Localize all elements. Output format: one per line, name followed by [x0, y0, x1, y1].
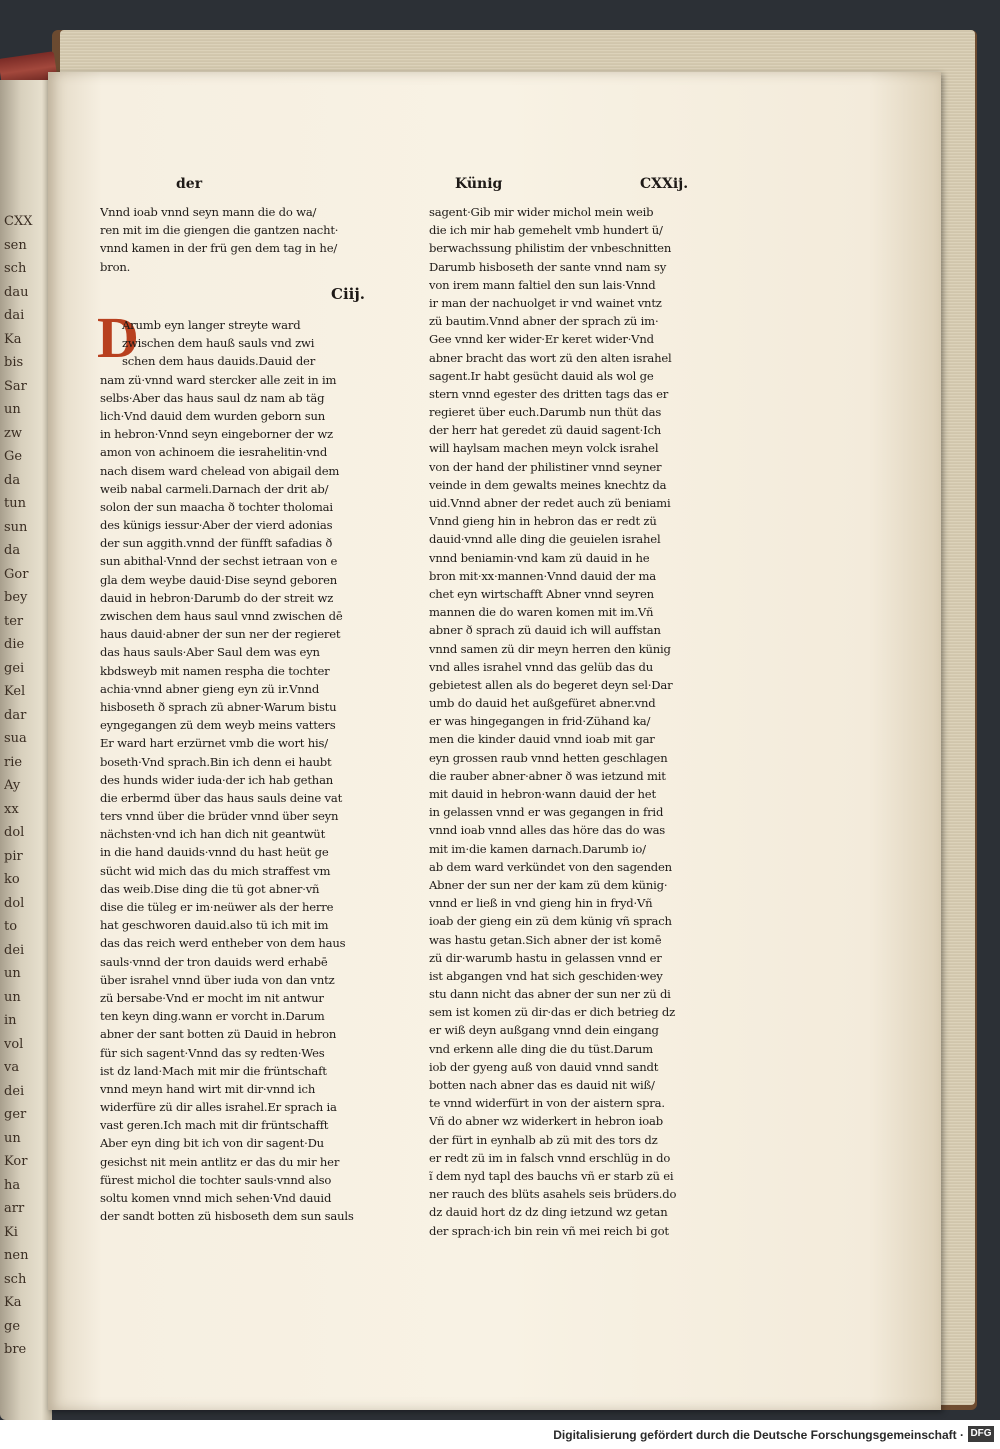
- left-page-fragment: dol: [4, 825, 25, 840]
- text-line: in gelassen vnnd er was gegangen in frid: [429, 805, 664, 820]
- text-line: sauls·vnnd der tron dauids werd erhabē: [100, 954, 328, 969]
- text-line: des hunds wider iuda·der ich hab gethan: [100, 772, 334, 787]
- text-line: ters vnnd über die brüder vnnd über seyn: [100, 809, 339, 824]
- text-line: der sun aggith.vnnd der fünfft safadias ð: [100, 536, 333, 551]
- text-line: gebietest allen als do begeret deyn sel·Dar: [429, 677, 673, 692]
- text-line: des künigs iessur·Aber der vierd adonias: [100, 518, 333, 533]
- text-line: vnnd er ließ in vnd gieng hin in fryd·Vñ: [429, 896, 653, 911]
- text-line: er was hingegangen in frid·Zühand ka/: [429, 714, 651, 729]
- left-page-fragment: sen: [4, 237, 27, 253]
- left-page-fragment: Ay: [4, 778, 21, 793]
- text-line: nam zü·vnnd ward stercker alle zeit in im: [100, 372, 337, 387]
- text-line: haus dauid·abner der sun ner der regieret: [100, 627, 341, 642]
- text-line: mit im·die kamen darnach.Darumb io/: [429, 841, 646, 856]
- left-page-fragment: xx: [4, 801, 19, 817]
- text-line: sücht wid mich das du mich straffest vm: [100, 863, 331, 878]
- text-line: sem ist komen zü dir·das er dich betrieg dz: [429, 1005, 676, 1020]
- text-line: kbdsweyb mit namen respha die tochter: [100, 663, 330, 678]
- text-line: gesichst nit mein antlitz er das du mir her: [100, 1154, 340, 1169]
- text-line: eyn grossen raub vnnd hetten geschlagen: [429, 750, 668, 765]
- left-page-fragment: dar: [4, 707, 27, 723]
- left-page-fragment: bey: [4, 590, 28, 605]
- left-page-fragment: un: [4, 966, 21, 981]
- text-line: das das reich werd entheber von dem haus: [100, 936, 346, 951]
- left-page-fragment: Ka: [4, 331, 22, 347]
- text-line: lich·Vnd dauid dem wurden geborn sun: [100, 408, 326, 423]
- text-line: abner bracht das wort zü den alten israhel: [429, 350, 672, 365]
- text-line: vnnd kamen in der frü gen dem tag in he/: [100, 241, 338, 256]
- text-line: in hebron·Vnnd seyn eingeborner der wz: [100, 427, 333, 442]
- text-line: was hastu getan.Sich abner der ist komē: [429, 932, 662, 947]
- text-line: will haylsam machen meyn volck israhel: [429, 441, 659, 456]
- text-line: iob der gyeng auß von dauid vnnd sandt: [429, 1059, 659, 1074]
- left-page-fragment: un: [4, 402, 21, 417]
- left-page-fragment: un: [4, 989, 21, 1005]
- running-header-center: Künig: [455, 176, 503, 192]
- text-line: zü bautim.Vnnd abner der sprach zü im·: [429, 314, 659, 329]
- text-line: zü bersabe·Vnd er mocht im nit antwur: [100, 990, 324, 1005]
- left-page-fragment: ge: [4, 1318, 21, 1334]
- text-line: das weib.Dise ding die tü got abner·vñ: [100, 881, 320, 896]
- text-line: vnd alles israhel vnnd das gelüb das du: [429, 659, 653, 674]
- left-page-fragment: vol: [4, 1036, 24, 1052]
- text-line: die ich mir hab gemehelt vmb hundert ü/: [429, 223, 663, 238]
- left-page-fragment: dol: [4, 895, 25, 911]
- left-page-fragment: sch: [4, 1271, 27, 1287]
- left-page-fragment: da: [4, 543, 21, 558]
- folio-number: CXXij.: [640, 176, 689, 192]
- left-page-edge: [0, 80, 52, 1420]
- text-line: er wiß deyn außgang vnnd dein eingang: [429, 1023, 659, 1038]
- left-page-fragment: ha: [4, 1177, 21, 1193]
- text-line: zwischen dem haus saul vnnd zwischen dē: [100, 609, 343, 623]
- left-page-fragment: dau: [4, 284, 29, 300]
- left-page-fragment: ter: [4, 613, 24, 629]
- text-line: selbs·Aber das haus saul dz nam ab täg: [100, 390, 325, 405]
- text-line: Abner der sun ner der kam zü dem künig·: [429, 877, 668, 892]
- left-page-fragment: to: [4, 919, 18, 934]
- text-line: nächsten·vnd ich han dich nit geantwüt: [100, 827, 326, 842]
- text-line: stu dann nicht das abner der sun ner zü di: [429, 987, 671, 1002]
- text-line: gla dem weybe dauid·Dise seynd geboren: [100, 572, 337, 587]
- text-line: ist abgangen vnd hat sich geschiden·wey: [429, 968, 663, 983]
- text-line: die erbermd über das haus sauls deine vat: [100, 790, 343, 805]
- text-line: der sandt botten zü hisboseth dem sun sauls: [100, 1209, 354, 1224]
- text-line: ab dem ward verkündet von den sagenden: [429, 859, 672, 874]
- text-line: ioab der gieng ein zü dem künig vñ sprach: [429, 914, 672, 929]
- left-page-fragment: die: [4, 637, 25, 652]
- left-page-fragment: va: [4, 1060, 20, 1075]
- text-line: eyngegangen zü dem weyb meins vatters: [100, 718, 336, 733]
- text-line: über israhel vnnd über iuda von dan vntz: [100, 972, 335, 987]
- text-line: dz dauid hort dz dz ding ietzund wz getan: [429, 1205, 668, 1220]
- left-page-fragment: da: [4, 472, 21, 488]
- footer-bar: [0, 1420, 1000, 1449]
- text-line: uid.Vnnd abner der redet auch zü beniami: [429, 496, 671, 510]
- text-line: ir man der nachuolget ir vnd wainet vntz: [429, 295, 662, 310]
- text-line: vast geren.Ich mach mit dir früntschafft: [100, 1118, 329, 1133]
- text-line: in die hand dauids·vnnd du hast heüt ge: [100, 845, 329, 860]
- text-line: sagent.Ir habt gesücht dauid als wol ge: [429, 368, 654, 383]
- text-line: stern vnnd egester des dritten tags das er: [429, 386, 669, 401]
- text-line: vnnd ioab vnnd alles das höre das do was: [429, 823, 666, 838]
- left-page-fragment: arr: [4, 1201, 25, 1216]
- left-page-fragment: ko: [4, 872, 20, 887]
- text-line: men die kinder dauid vnnd ioab mit gar: [429, 732, 655, 747]
- text-line: dauid·vnnd alle ding die geuielen israhel: [429, 532, 661, 547]
- text-line: er redt zü im in falsch vnnd erschlüg in do: [429, 1150, 671, 1165]
- text-line: von der hand der philistiner vnnd seyner: [429, 459, 662, 474]
- text-line: weib nabal carmeli.Darnach der drit ab/: [100, 481, 329, 496]
- running-header-left: der: [176, 176, 203, 192]
- text-line: umb do dauid het außgefüret abner.vnd: [429, 696, 656, 711]
- text-line: Darumb hisboseth der sante vnnd nam sy: [429, 259, 667, 274]
- text-line: Er ward hart erzürnet vmb die wort his/: [100, 736, 328, 751]
- text-line: der sprach·ich bin rein vñ mei reich bi got: [429, 1223, 669, 1238]
- text-line: sun abithal·Vnnd der sechst ietraan von e: [100, 554, 338, 569]
- right-column: [429, 203, 719, 1240]
- text-line: te vnnd widerfürt in von der aistern spra.: [429, 1096, 665, 1111]
- text-line: abner der sant botten zü Dauid in hebron: [100, 1027, 337, 1042]
- left-page-fragment: Ge: [4, 449, 23, 464]
- text-line: Aber eyn ding bit ich von dir sagent·Du: [100, 1136, 324, 1151]
- left-page-fragment: CXX: [4, 214, 33, 229]
- dfg-logo: DFG: [968, 1426, 994, 1442]
- text-line: Arumb eyn langer streyte ward: [122, 318, 301, 332]
- text-line: nach disem ward chelead von abigail dem: [100, 463, 340, 478]
- text-line: ten keyn ding.wann er vorcht in.Darum: [100, 1009, 325, 1024]
- left-page-fragment: Kel: [4, 684, 26, 699]
- text-line: veinde in dem gewalts meines knechtz da: [429, 477, 667, 492]
- text-line: sagent·Gib mir wider michol mein weib: [429, 205, 654, 219]
- text-line: zü dir·warumb hastu in gelassen vnnd er: [429, 950, 662, 965]
- left-page-fragment: sua: [4, 731, 27, 746]
- left-page-fragment: Kor: [4, 1154, 28, 1169]
- text-line: für sich sagent·Vnnd das sy redten·Wes: [100, 1045, 325, 1060]
- left-page-fragment: ger: [4, 1107, 27, 1122]
- text-line: mit dauid in hebron·wann dauid der het: [429, 787, 656, 801]
- left-page-fragment: sch: [4, 261, 27, 276]
- left-page-fragment: Sar: [4, 378, 27, 394]
- left-page-fragment: nen: [4, 1248, 29, 1263]
- rubricated-initial: D: [97, 305, 139, 370]
- left-page-fragment: gei: [4, 660, 25, 676]
- left-page-fragment: pir: [4, 848, 23, 864]
- left-page-fragment: rie: [4, 754, 23, 770]
- text-line: soltu komen vnnd mich sehen·Vnd dauid: [100, 1191, 332, 1205]
- text-line: vnnd samen zü dir meyn herren den künig: [429, 641, 671, 656]
- text-line: hisboseth ð sprach zü abner·Warum bistu: [100, 699, 337, 714]
- text-line: widerfüre zü dir alles israhel.Er sprach ia: [100, 1100, 337, 1115]
- left-page-fragment: bis: [4, 355, 24, 370]
- text-line: der fürt in eynhalb ab zü mit des tors dz: [429, 1132, 658, 1147]
- text-line: vnnd beniamin·vnd kam zü dauid in he: [429, 550, 650, 565]
- funding-notice: Digitalisierung gefördert durch die Deutsche Forschungsgemeinschaft ·: [553, 1428, 964, 1442]
- text-line: chet eyn wirtschafft Abner vnnd seyren: [429, 586, 654, 601]
- text-line: boseth·Vnd sprach.Bin ich denn ei haubt: [100, 754, 332, 769]
- text-line: vnd erkenn alle ding die du tüst.Darum: [429, 1041, 653, 1056]
- text-line: amon von achinoem die iesrahelitin·vnd: [100, 445, 328, 460]
- text-line: Vñ do abner wz widerkert in hebron ioab: [429, 1114, 663, 1129]
- text-line: mannen die do waren komen mit im.Vñ: [429, 605, 654, 620]
- text-line: Vnnd ioab vnnd seyn mann die do wa/: [100, 205, 317, 219]
- text-line: botten nach abner das es dauid nit wiß/: [429, 1078, 655, 1092]
- left-page-fragment: dei: [4, 942, 25, 958]
- text-line: solon der sun maacha ð tochter tholomai: [100, 499, 333, 514]
- left-page-fragment: bre: [4, 1342, 27, 1357]
- text-line: ner rauch des blüts asahels seis brüders.do: [429, 1187, 677, 1202]
- left-page-fragment: Gor: [4, 566, 29, 582]
- left-page-fragment: tun: [4, 496, 26, 511]
- text-line: fürest michol die tochter sauls·vnnd also: [100, 1172, 332, 1187]
- text-line: von irem mann faltiel den sun lais·Vnnd: [429, 277, 656, 292]
- left-page-fragment: zw: [4, 425, 22, 441]
- text-line: die rauber abner·abner ð was ietzund mit: [429, 768, 666, 783]
- text-line: abner ð sprach zü dauid ich will auffstan: [429, 623, 661, 638]
- text-line: achia·vnnd abner gieng eyn zü ir.Vnnd: [100, 681, 320, 696]
- text-line: zwischen dem hauß sauls vnd zwi: [122, 336, 315, 351]
- text-line: der herr hat geredet zü dauid sagent·Ich: [429, 423, 662, 438]
- left-page-fragment: in: [4, 1013, 17, 1028]
- text-line: dise die tüleg er im·neüwer als der herre: [100, 900, 334, 914]
- text-line: bron.: [100, 259, 131, 274]
- text-line: berwachssung philistim der vnbeschnitten: [429, 241, 672, 256]
- text-line: ist dz land·Mach mit mir die früntschaft: [100, 1063, 327, 1078]
- text-line: bron mit·xx·mannen·Vnnd dauid der ma: [429, 568, 657, 583]
- text-line: Gee vnnd ker wider·Er keret wider·Vnd: [429, 332, 654, 347]
- text-line: ĩ dem nyd tapl des bauchs vñ er starb zü ei: [429, 1168, 674, 1183]
- left-page-fragment: dai: [4, 308, 25, 323]
- text-line: schen dem haus dauids.Dauid der: [122, 354, 316, 369]
- left-page-fragment: un: [4, 1130, 21, 1146]
- chapter-mark: Ciij.: [331, 285, 365, 303]
- text-line: hat geschworen dauid.also tü ich mit im: [100, 918, 329, 933]
- left-column-main: [100, 316, 380, 1225]
- text-line: das haus sauls·Aber Saul dem was eyn: [100, 645, 320, 660]
- left-page-fragment: Ka: [4, 1295, 22, 1310]
- text-line: Vnnd gieng hin in hebron das er redt zü: [429, 514, 657, 529]
- text-line: ren mit im die giengen die gantzen nacht·: [100, 223, 339, 238]
- left-column-top: [100, 203, 380, 276]
- text-line: dauid in hebron·Darumb do der streit wz: [100, 590, 334, 605]
- text-line: regieret über euch.Darumb nun thüt das: [429, 405, 662, 420]
- left-page-fragment: Ki: [4, 1224, 18, 1240]
- text-line: vnnd meyn hand wirt mit dir·vnnd ich: [100, 1081, 316, 1096]
- left-page-fragment: sun: [4, 519, 28, 535]
- left-page-fragment: dei: [4, 1083, 25, 1099]
